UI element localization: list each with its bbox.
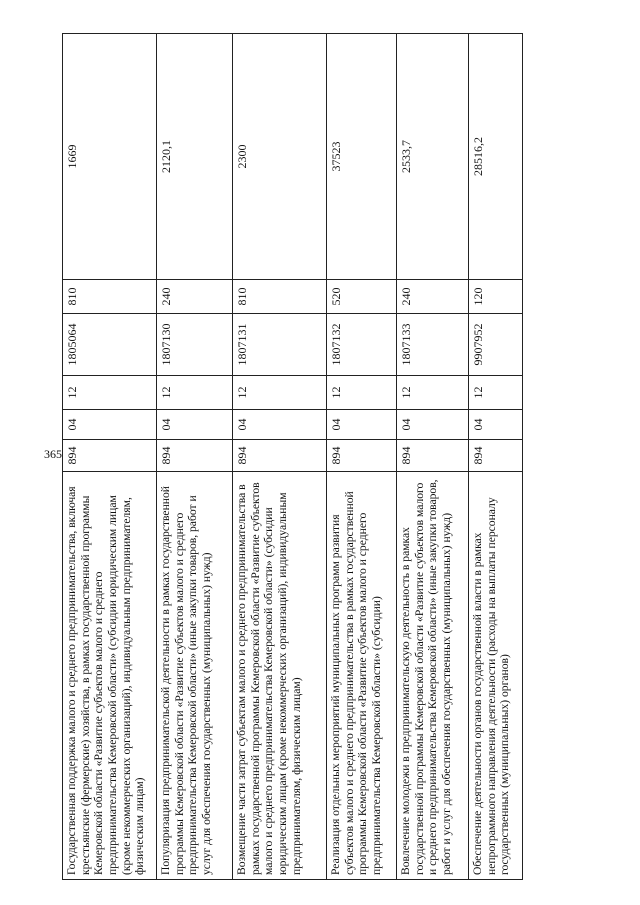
row-name-cell: Обеспечение деятельности органов государственной власти в рамках непрограммного направления деятельности (расходы на выплаты персоналу государственных (муниципальных) органов) [469, 472, 523, 880]
subsection-code-cell: 12 [233, 376, 327, 410]
subsection-code-cell: 12 [63, 376, 157, 410]
amount-cell: 1669 [63, 34, 157, 280]
table-row [63, 34, 157, 880]
target-code-cell: 1807130 [157, 314, 233, 376]
target-code-cell: 1807133 [397, 314, 469, 376]
table-row [157, 34, 233, 880]
expense-type-cell: 520 [327, 280, 397, 314]
ministry-code-cell: 894 [469, 440, 523, 472]
section-code-cell: 04 [233, 410, 327, 440]
rotated-table-container [62, 34, 522, 880]
section-code-cell: 04 [397, 410, 469, 440]
table-row [397, 34, 469, 880]
amount-cell: 28516,2 [469, 34, 523, 280]
budget-table [62, 33, 523, 880]
subsection-code-cell: 12 [157, 376, 233, 410]
section-code-cell: 04 [469, 410, 523, 440]
amount-cell: 2120,1 [157, 34, 233, 280]
row-name-cell: Государственная поддержка малого и среднего предпринимательства, включая крестьянские (фермерские) хозяйства, в рамках государственной программы Кемеровской области «Развитие субъектов малого и среднего предпринимательства Кемеровской области» (субсидии юридическим лицам (кроме некоммерческих организаций), индивидуальным предпринимателям, физическим лицам) [63, 472, 157, 880]
expense-type-cell: 120 [469, 280, 523, 314]
ministry-code-cell: 894 [327, 440, 397, 472]
section-code-cell: 04 [157, 410, 233, 440]
subsection-code-cell: 12 [469, 376, 523, 410]
expense-type-cell: 240 [397, 280, 469, 314]
ministry-code-cell: 894 [397, 440, 469, 472]
subsection-code-cell: 12 [397, 376, 469, 410]
amount-cell: 2300 [233, 34, 327, 280]
section-code-cell: 04 [327, 410, 397, 440]
row-name-cell: Вовлечение молодежи в предпринимательскую деятельность в рамках государственной программы Кемеровской области «Развитие субъектов малого и среднего предпринимательства Кемеровской области» (иные закупки товаров, работ и услуг для обеспечения государственных (муниципальных) нужд) [397, 472, 469, 880]
target-code-cell: 1807132 [327, 314, 397, 376]
ministry-code-cell: 894 [233, 440, 327, 472]
section-code-cell: 04 [63, 410, 157, 440]
page-number: 365 [44, 447, 62, 461]
subsection-code-cell: 12 [327, 376, 397, 410]
row-name-cell: Реализация отдельных мероприятий муниципальных программ развития субъектов малого и среднего предпринимательства в рамках государственной программы Кемеровской области «Развитие субъектов малого и среднего предпринимательства Кемеровской области» (субсидии) [327, 472, 397, 880]
target-code-cell: 1807131 [233, 314, 327, 376]
ministry-code-cell: 894 [63, 440, 157, 472]
table-row [233, 34, 327, 880]
amount-cell: 2533,7 [397, 34, 469, 280]
target-code-cell: 1805064 [63, 314, 157, 376]
expense-type-cell: 240 [157, 280, 233, 314]
expense-type-cell: 810 [63, 280, 157, 314]
target-code-cell: 9907952 [469, 314, 523, 376]
ministry-code-cell: 894 [157, 440, 233, 472]
row-name-cell: Популяризация предпринимательской деятельности в рамках государственной программы Кемеровской области «Развитие субъектов малого и среднего предпринимательства Кемеровской области» (иные закупки товаров, работ и услуг для обеспечения государственных (муниципальных) нужд) [157, 472, 233, 880]
table-row [469, 34, 523, 880]
amount-cell: 37523 [327, 34, 397, 280]
table-row [327, 34, 397, 880]
expense-type-cell: 810 [233, 280, 327, 314]
row-name-cell: Возмещение части затрат субъектам малого и среднего предпринимательства в рамках государственной программы Кемеровской области «Развитие субъектов малого и среднего предпринимательства Кемеровской области» (субсидии юридическим лицам (кроме некоммерческих организаций), индивидуальным предпринимателям, физическим лицам) [233, 472, 327, 880]
